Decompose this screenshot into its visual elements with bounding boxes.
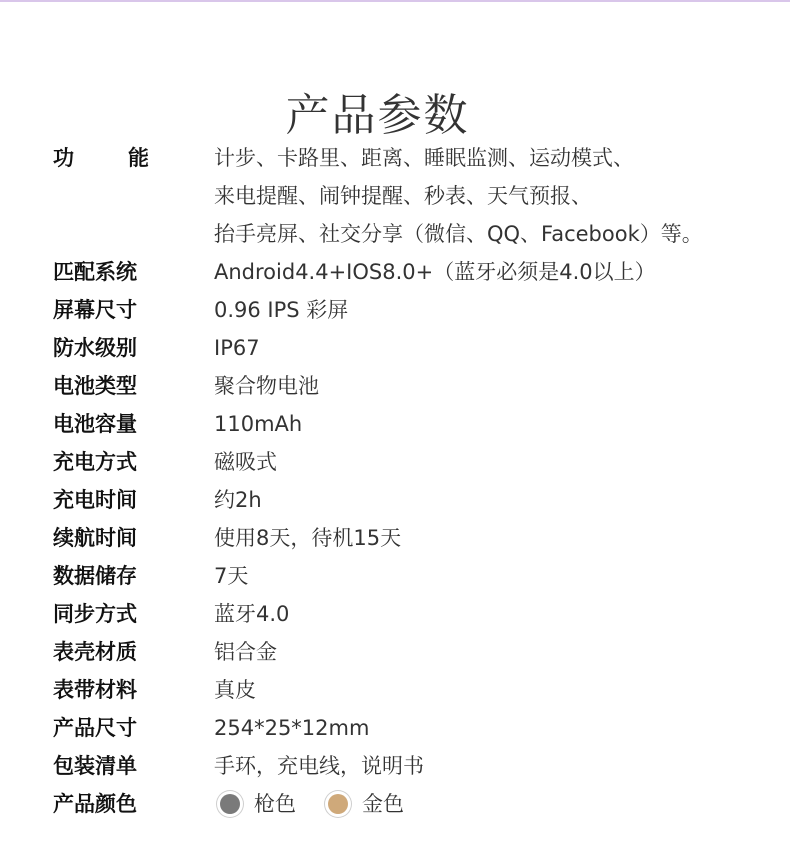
spec-label: 充电时间 [53, 488, 137, 512]
spec-row [0, 481, 790, 519]
spec-row-function [0, 139, 790, 177]
spec-label: 电池容量 [53, 412, 137, 436]
spec-label: 数据储存 [53, 564, 137, 588]
spec-label: 产品颜色 [53, 792, 137, 816]
spec-label: 电池类型 [53, 374, 137, 398]
spec-value: 计步、卡路里、距离、睡眠监测、运动模式、 [214, 146, 634, 170]
spec-value: IP67 [214, 336, 260, 360]
spec-value: 磁吸式 [214, 450, 277, 474]
spec-value: 真皮 [214, 678, 256, 702]
spec-row-function-cont [0, 215, 790, 253]
color-swatch-gold [328, 794, 348, 814]
spec-label: 续航时间 [53, 526, 137, 550]
spec-value: 聚合物电池 [214, 374, 319, 398]
spec-row [0, 253, 790, 291]
spec-value: Android4.4+IOS8.0+（蓝牙必须是4.0以上） [214, 260, 656, 284]
spec-label: 包装清单 [53, 754, 137, 778]
spec-value: 抬手亮屏、社交分享（微信、QQ、Facebook）等。 [214, 222, 703, 246]
spec-value: 254*25*12mm [214, 716, 370, 740]
color-option-gold [328, 785, 404, 823]
spec-row [0, 747, 790, 785]
spec-value: 来电提醒、闹钟提醒、秒表、天气预报、 [214, 184, 592, 208]
color-swatch-gunmetal [220, 794, 240, 814]
spec-label: 表壳材质 [53, 640, 137, 664]
color-option-gunmetal [220, 785, 296, 823]
color-label: 枪色 [254, 792, 296, 816]
spec-row-colors [0, 785, 790, 823]
spec-row [0, 329, 790, 367]
spec-label: 防水级别 [53, 336, 137, 360]
spec-value: 手环，充电线，说明书 [214, 754, 424, 778]
top-divider [0, 0, 790, 2]
spec-value: 7天 [214, 564, 249, 588]
spec-row [0, 519, 790, 557]
spec-value: 铝合金 [214, 640, 277, 664]
spec-label: 产品尺寸 [53, 716, 137, 740]
spec-label: 表带材料 [53, 678, 137, 702]
spec-row-function-cont [0, 177, 790, 215]
spec-row [0, 709, 790, 747]
spec-row [0, 595, 790, 633]
spec-row [0, 367, 790, 405]
spec-label: 充电方式 [53, 450, 137, 474]
spec-row [0, 443, 790, 481]
spec-label: 屏幕尺寸 [53, 298, 137, 322]
spec-value: 使用8天，待机15天 [214, 526, 402, 550]
page-title: 产品参数 [285, 90, 470, 142]
spec-value: 约2h [214, 488, 262, 512]
spec-value: 110mAh [214, 412, 303, 436]
spec-row [0, 405, 790, 443]
spec-value: 蓝牙4.0 [214, 602, 290, 626]
spec-label: 功 能 [53, 146, 149, 170]
spec-row [0, 671, 790, 709]
spec-row [0, 557, 790, 595]
spec-label: 同步方式 [53, 602, 137, 626]
spec-label: 匹配系统 [53, 260, 137, 284]
spec-row [0, 633, 790, 671]
color-label: 金色 [362, 792, 404, 816]
spec-value: 0.96 IPS 彩屏 [214, 298, 349, 322]
spec-row [0, 291, 790, 329]
